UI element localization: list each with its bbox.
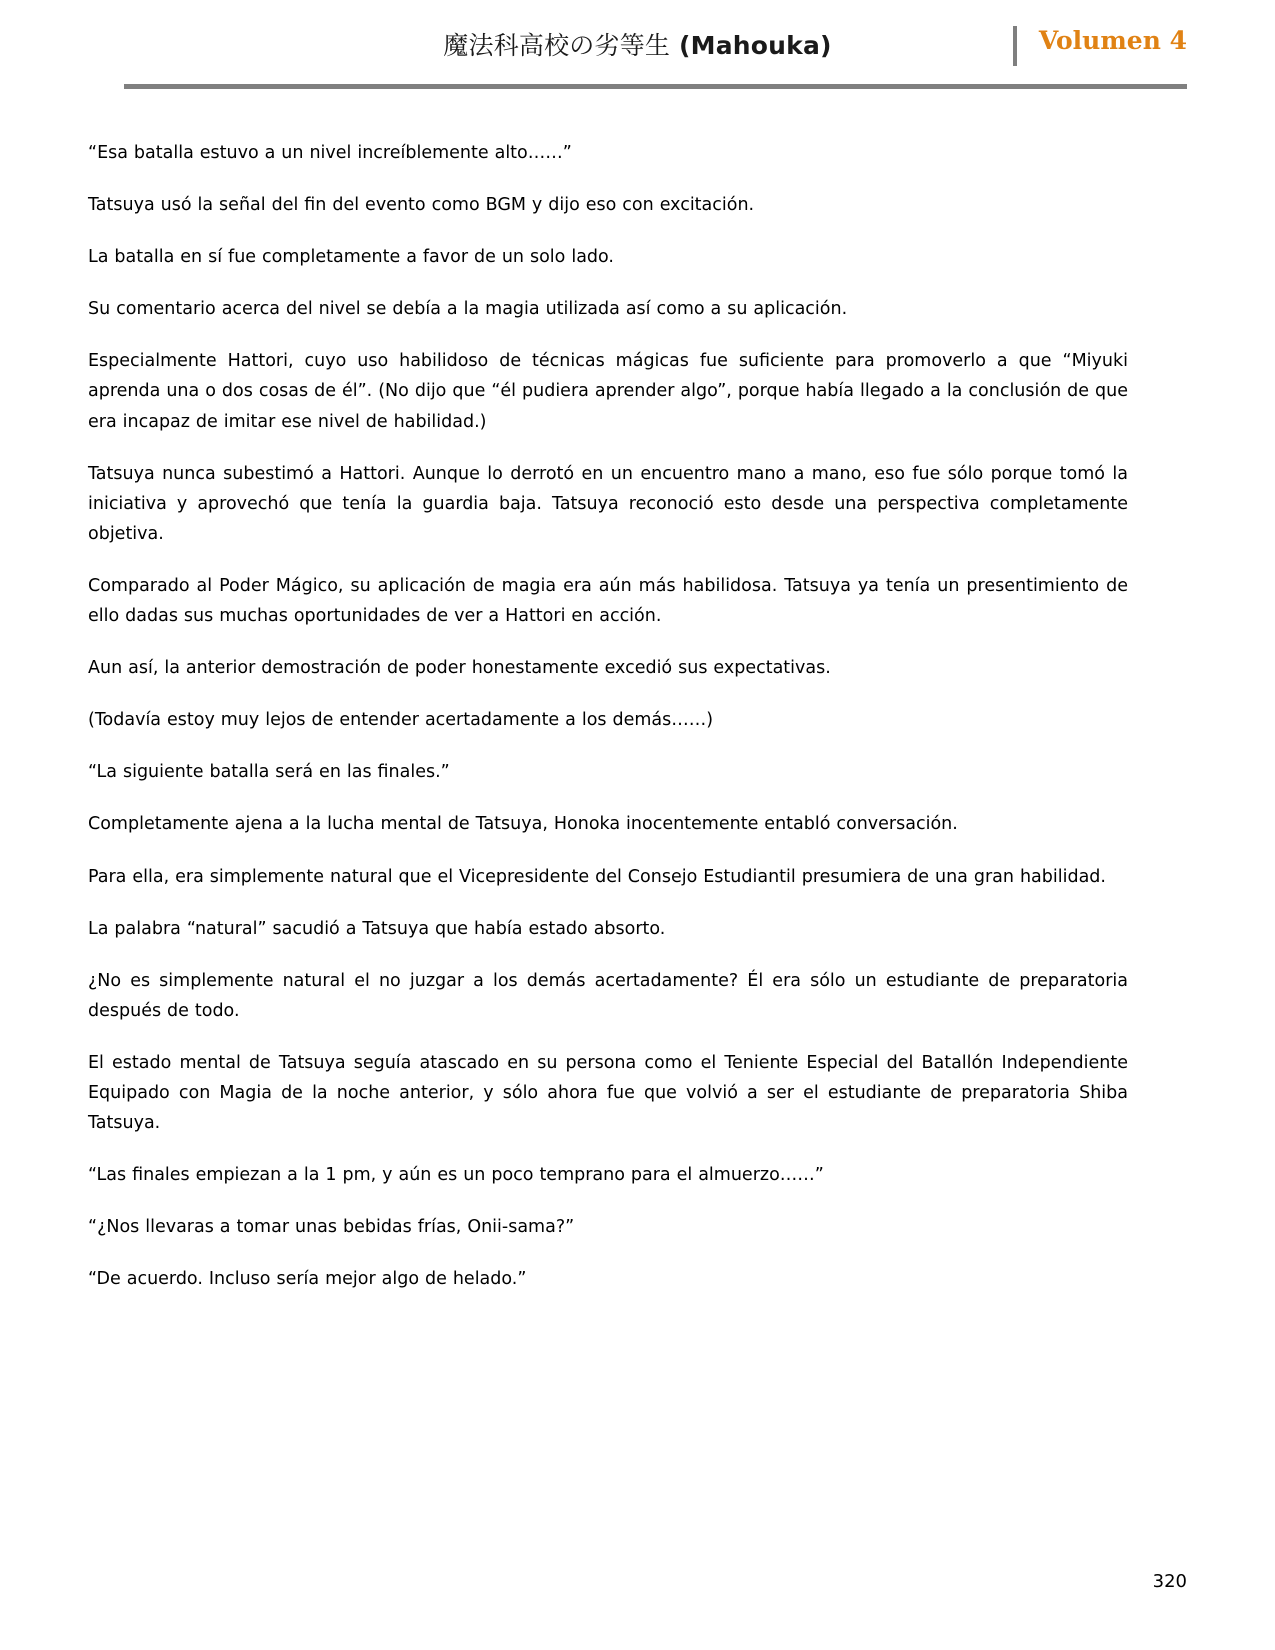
paragraph: La palabra “natural” sacudió a Tatsuya que había estado absorto. [88,918,666,939]
page-header [88,0,1187,92]
header-title [443,26,831,62]
paragraph: “De acuerdo. Incluso sería mejor algo de helado.” [88,1269,527,1290]
paragraph: ¿No es simplemente natural el no juzgar a los demás acertadamente? Él era sólo un estudiante de preparatoria después de todo. [88,970,1128,1021]
page-number: 320 [1152,1571,1187,1592]
paragraph: (Todavía estoy muy lejos de entender acertadamente a los demás……) [88,710,714,731]
paragraph: Comparado al Poder Mágico, su aplicación de magia era aún más habilidosa. Tatsuya ya tenía un presentimiento de ello dadas sus muchas oportunidades de ver a Hattori en acción. [88,575,1128,627]
paragraph: La batalla en sí fue completamente a favor de un solo lado. [88,247,614,268]
paragraph: El estado mental de Tatsuya seguía atascado en su persona como el Teniente Especial del Batallón Independiente Equipado con Magia de la noche anterior, y sólo ahora fue que volvió a ser el estudiante de preparatoria Shiba Tatsuya. [88,1052,1128,1134]
paragraph: “Esa batalla estuvo a un nivel increíblemente alto……” [88,143,572,163]
header-rule [124,84,1187,89]
paragraph: Tatsuya nunca subestimó a Hattori. Aunque lo derrotó en un encuentro mano a mano, eso fue sólo porque tomó la iniciativa y aprovechó que tenía la guardia baja. Tatsuya reconoció esto desde una perspectiva completamente objetiva. [88,463,1128,544]
paragraph: Para ella, era simplemente natural que el Vicepresidente del Consejo Estudiantil presumiera de una gran habilidad. [88,866,1106,887]
volume-divider [1013,26,1017,66]
paragraph: Aun así, la anterior demostración de poder honestamente excedió sus expectativas. [88,658,831,679]
paragraph: Especialmente Hattori, cuyo uso habilidoso de técnicas mágicas fue suficiente para promoverlo a que “Miyuki aprenda una o dos cosas de él”. (No dijo que “él pudiera aprender algo”, porque había llegado a la conclusión de que era incapaz de imitar ese nivel de habilidad.) [88,351,1128,432]
page-content [88,138,1128,1294]
header-title-romanized: (Mahouka) [679,31,832,60]
header-title-japanese: 魔法科高校の劣等生 [443,31,671,60]
volume-indicator [1013,26,1187,66]
paragraph: Completamente ajena a la lucha mental de Tatsuya, Honoka inocentemente entabló conversación. [88,814,958,835]
paragraph: Tatsuya usó la señal del fin del evento como BGM y dijo eso con excitación. [88,195,755,216]
page-footer [1153,1571,1187,1592]
paragraph: “¿Nos llevaras a tomar unas bebidas frías, Onii-sama?” [88,1217,575,1238]
paragraph: “La siguiente batalla será en las finales.” [88,762,450,783]
volume-label: Volumen 4 [1038,26,1187,55]
paragraph: “Las finales empiezan a la 1 pm, y aún es un poco temprano para el almuerzo……” [88,1165,824,1186]
paragraph: Su comentario acerca del nivel se debía a la magia utilizada así como a su aplicación. [88,299,848,320]
